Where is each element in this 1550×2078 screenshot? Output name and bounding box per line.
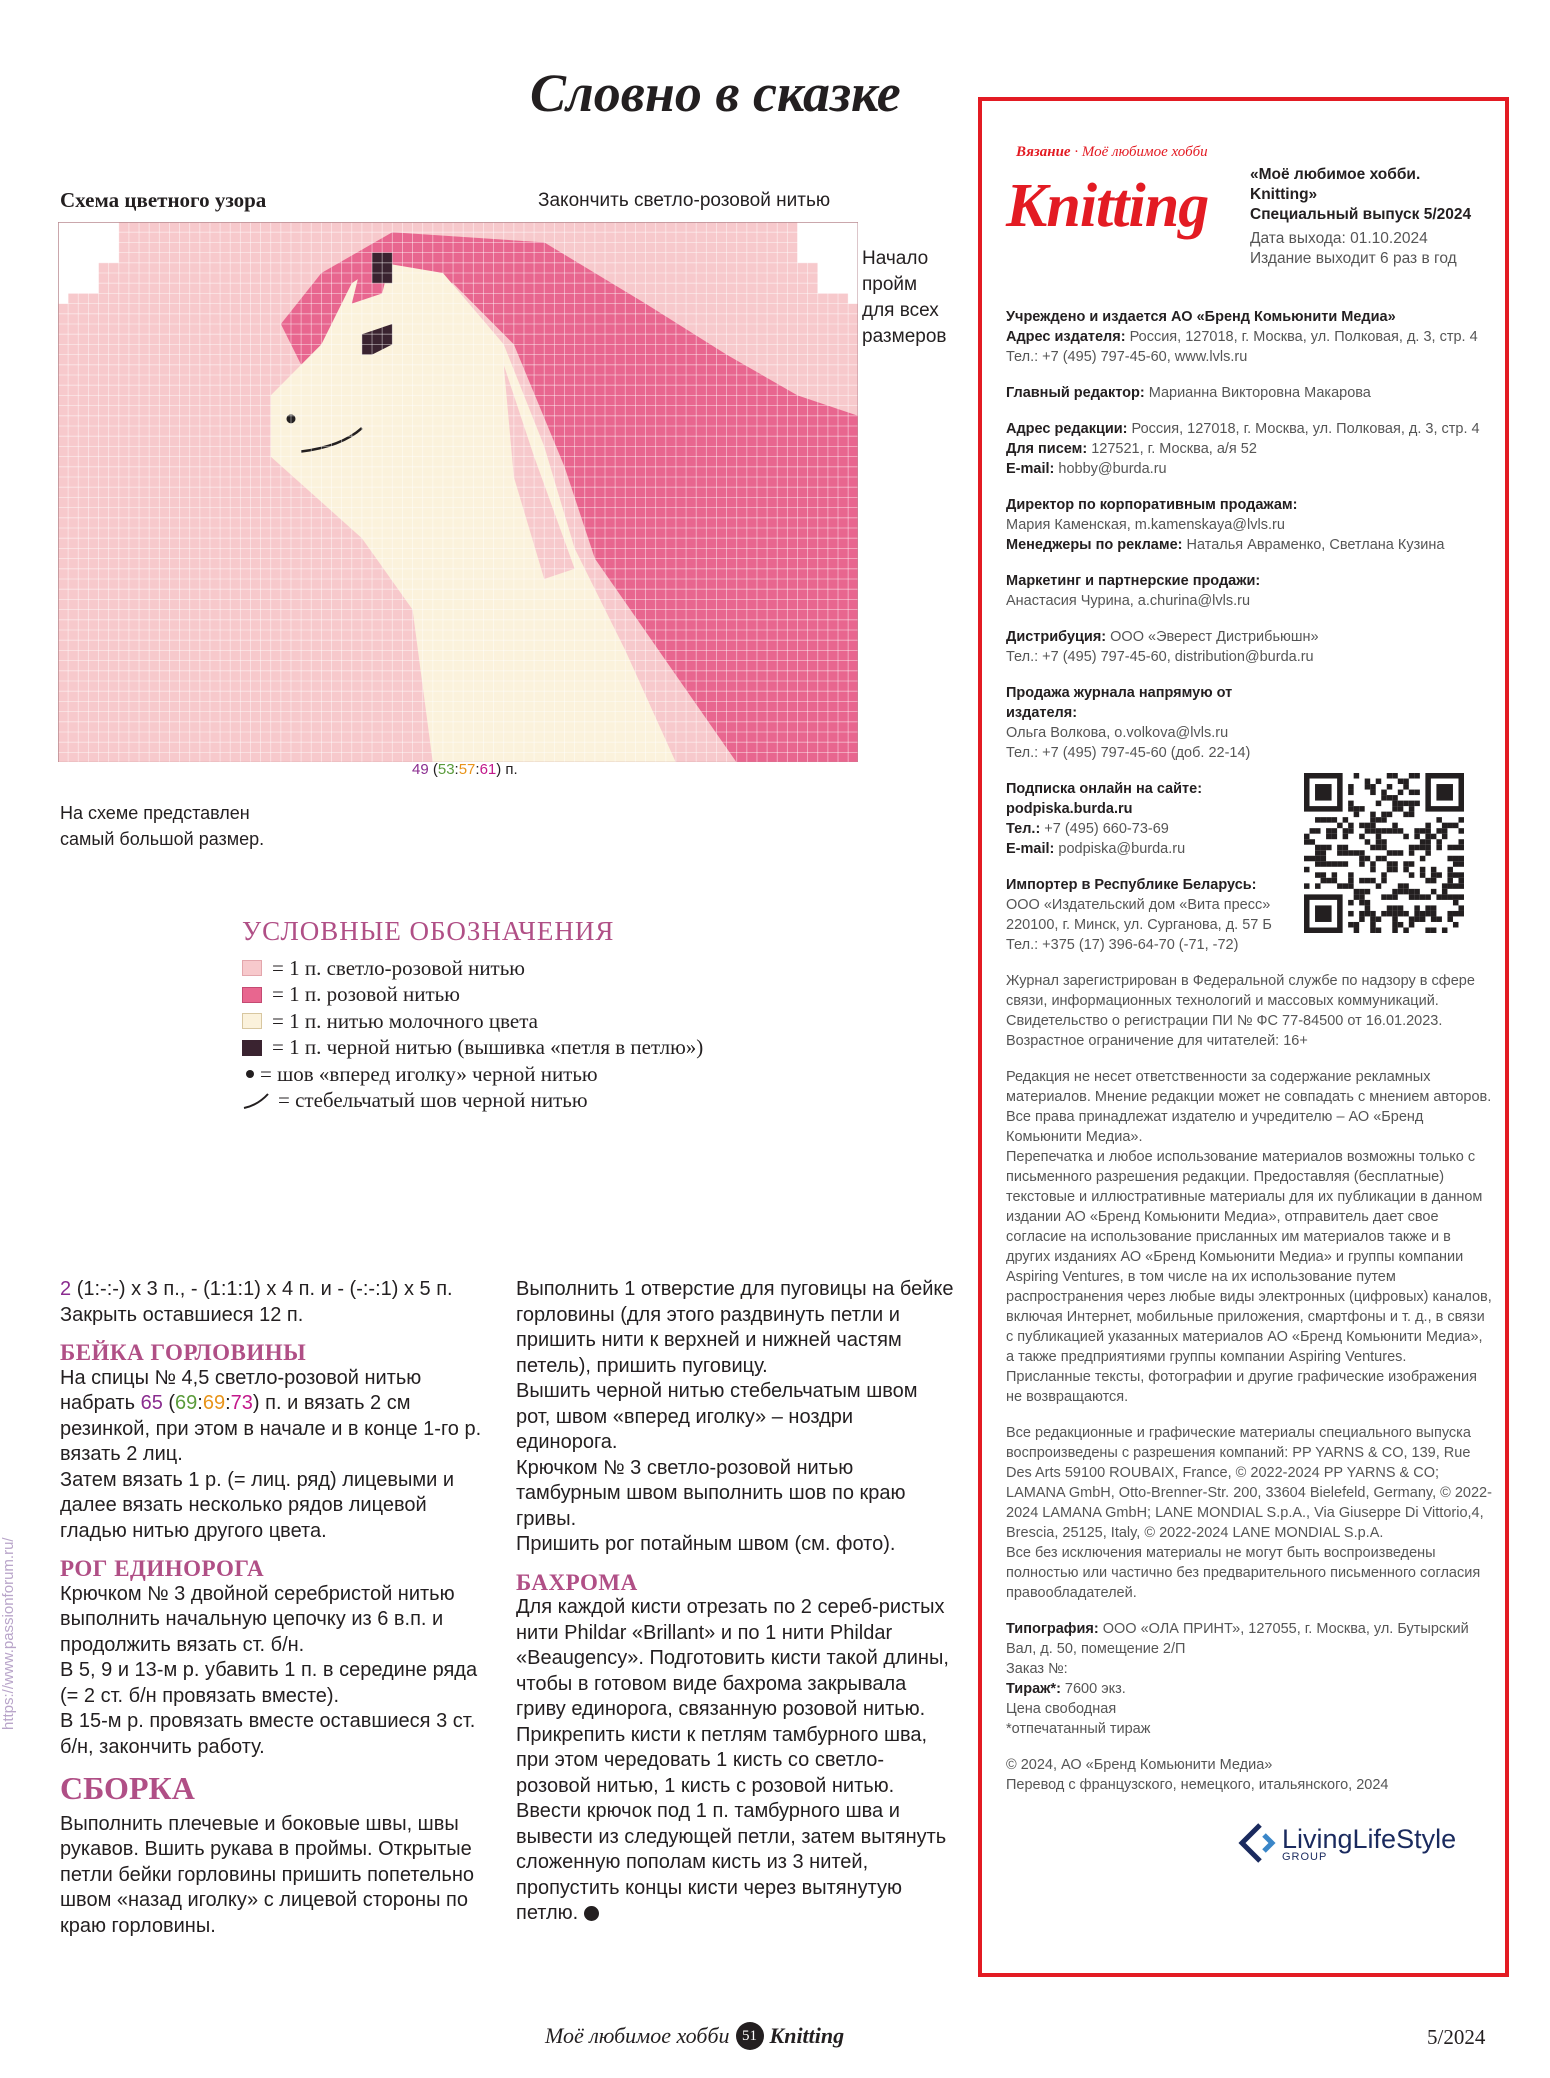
black-square-icon [242, 1040, 262, 1056]
imprint-box [978, 97, 1509, 1977]
intro-line: Закрыть оставшиеся 12 п. [60, 1303, 304, 1326]
imprint-line: Ольга Волкова, o.volkova@lvls.ru [1006, 725, 1229, 741]
count-size-4: 61 [479, 761, 497, 778]
neck-heading: БЕЙКА ГОРЛОВИНЫ [60, 1340, 307, 1365]
legend-text: = стебельчатый шов черной нитью [278, 1088, 588, 1113]
imprint-line: E-mail: hobby@burda.ru [1006, 461, 1167, 477]
imprint-line: Адрес издателя: Россия, 127018, г. Москва, ул. Полковая, д. 3, стр. 4 [1006, 329, 1478, 345]
fringe-heading: БАХРОМА [516, 1569, 638, 1595]
legend-item [242, 955, 703, 982]
imprint-line: Маркетинг и партнерские продажи: [1006, 573, 1261, 589]
imprint-line: Подписка онлайн на сайте: [1006, 781, 1203, 797]
start-note-line: размеров [862, 326, 947, 347]
legend-item [242, 1008, 703, 1035]
imprint-block [1006, 307, 1492, 367]
watermark: https://www.passionforum.ru/ [0, 1537, 17, 1730]
imprint-line: E-mail: podpiska@burda.ru [1006, 841, 1186, 857]
imprint-line: Продажа журнала напрямую от издателя: [1006, 685, 1233, 721]
legend [242, 955, 703, 1114]
imprint-line: Анастасия Чурина, a.churina@lvls.ru [1006, 593, 1251, 609]
count-size-2: 53 [437, 761, 455, 778]
imprint-line: © 2024, АО «Бренд Комьюнити Медиа» [1006, 1757, 1273, 1773]
size-note [60, 800, 264, 852]
imprint-line: Цена свободная [1006, 1701, 1117, 1717]
chart-label: Схема цветного узора [60, 188, 267, 212]
imprint-block [1006, 1067, 1492, 1407]
lls-logo-icon [1238, 1823, 1282, 1863]
start-note-line: Начало [862, 248, 929, 269]
end-mark-icon [584, 1906, 599, 1921]
imprint-line: Тел.: +7 (495) 797-45-60, www.lvls.ru [1006, 349, 1248, 365]
imprint-block [1006, 1619, 1492, 1739]
imprint-line: Возрастное ограничение для читателей: 16+ [1006, 1033, 1308, 1049]
horn-text: В 5, 9 и 13-м р. убавить 1 п. в середине ряда (= 2 ст. б/н провязать вместе). [60, 1659, 478, 1707]
imprint-block [1006, 383, 1492, 403]
light-pink-square-icon [242, 960, 262, 976]
imprint-line: Директор по корпоративным продажам: [1006, 497, 1298, 513]
imprint-line: Тел.: +7 (495) 797-45-60 (доб. 22-14) [1006, 745, 1251, 761]
count-size-3: 57 [458, 761, 476, 778]
assembly-text: Выполнить плечевые и боковые швы, швы рукавов. Вшить рукава в проймы. Открытые петли бейки горловины пришить попетельно швом «назад иголку» с лицевой стороны по краю горловины. [60, 1812, 474, 1937]
imprint-line: Импортер в Республике Беларусь: [1006, 877, 1257, 893]
imprint-line: Типография: ООО «ОЛА ПРИНТ», 127055, г. Москва, ул. Бутырский Вал, д. 50, помещение 2/П [1006, 1621, 1469, 1657]
page-title: Словно в сказке [530, 63, 901, 123]
pink-square-icon [242, 987, 262, 1003]
paragraph: Пришить рог потайным швом (см. фото). [516, 1533, 896, 1555]
legend-text: = 1 п. нитью молочного цвета [272, 1008, 538, 1033]
legend-item [242, 1035, 703, 1062]
imprint-line: Учреждено и издается АО «Бренд Комьюнити Медиа» [1006, 309, 1396, 325]
imprint-line: Журнал зарегистрирован в Федеральной службе по надзору в сфере связи, информационных технологий и массовых коммуникаций. Свидетельство о регистрации ПИ № ФС 77-84500 от 16.01.2023. [1006, 973, 1475, 1029]
fringe-text: Для каждой кисти отрезать по 2 сереб-ристых нити Phildar «Brillant» и по 1 нити Phildar «Beaugency». Подготовить кисти такой длины, чтобы в готовом виде бахрома закрывала гриву единорога, связанную розовой нитью. [516, 1596, 949, 1720]
legend-text: = шов «вперед иголку» черной нитью [260, 1061, 598, 1086]
legend-text: = 1 п. черной нитью (вышивка «петля в петлю») [272, 1035, 704, 1060]
imprint-line: 220100, г. Минск, ул. Сурганова, д. 57 Б [1006, 917, 1272, 933]
legend-item [242, 1088, 703, 1115]
dot-icon [246, 1070, 254, 1078]
color-pattern-chart [58, 222, 858, 762]
qr-code-icon[interactable] [1304, 773, 1464, 933]
curve-icon [242, 1091, 272, 1111]
fringe-text: Ввести крючок под 1 п. тамбурного шва и вывести из следующей петли, затем вытянуть сложенную пополам кисть из 3 нитей, пропустить концы кисти через вытянутую петлю. [516, 1800, 947, 1924]
start-note-line: пройм [862, 274, 918, 295]
imprint-line: podpiska.burda.ru [1006, 801, 1133, 817]
imprint-line: Тел.: +7 (495) 660-73-69 [1006, 821, 1169, 837]
page-footer: Моё любимое хобби 51 Knitting [545, 2023, 845, 2048]
size-note-line: На схеме представлен [60, 803, 250, 823]
imprint-line: Для писем: 127521, г. Москва, а/я 52 [1006, 441, 1257, 457]
imprint-line: Заказ №: [1006, 1661, 1068, 1677]
imprint-line: Главный редактор: Марианна Викторовна Макарова [1006, 385, 1371, 401]
imprint-line: Тираж*: 7600 экз. [1006, 1681, 1126, 1697]
logo-tagline: Вязание · Моё любимое хобби [1016, 144, 1208, 160]
imprint-block [1006, 1755, 1492, 1795]
imprint-line: Присланные тексты, фотографии и другие графические изображения не возвращаются. [1006, 1369, 1477, 1405]
legend-text: = 1 п. светло-розовой нитью [272, 955, 525, 980]
knitting-logo: Knitting [1006, 172, 1209, 240]
horn-text: Крючком № 3 двойной серебристой нитью выполнить начальную цепочку из 6 в.п. и продолжить вязать ст. б/н. [60, 1582, 455, 1656]
imprint-block [1006, 971, 1492, 1051]
intro-lead: 2 [60, 1278, 77, 1300]
instructions-column-2 [516, 1277, 956, 1927]
imprint-line: Адрес редакции: Россия, 127018, г. Москва, ул. Полковая, д. 3, стр. 4 [1006, 421, 1480, 437]
count-size-1: 49 [412, 761, 429, 778]
imprint-block [1006, 779, 1306, 859]
issue-number: 5/2024 [1427, 2025, 1486, 2049]
imprint-line: Редакция не несет ответственности за содержание рекламных материалов. Мнение редакции может не совпадать с мнением авторов. Все права принадлежат издателю и учредителю – АО «Бренд Комьюнити Медиа». [1006, 1069, 1492, 1145]
start-note-line: для всех [862, 300, 939, 321]
neck-text: Затем вязать 1 р. (= лиц. ряд) лицевыми и далее вязать несколько рядов лицевой гладью нитью другого цвета. [60, 1468, 455, 1542]
imprint-block [1006, 1423, 1492, 1603]
milk-square-icon [242, 1013, 262, 1029]
size-note-line: самый большой размер. [60, 829, 265, 849]
legend-item [242, 982, 703, 1009]
magazine-info: «Моё любимое хобби. Knitting» Специальный выпуск 5/2024 Дата выхода: 01.10.2024 Издание выходит 6 раз в год [1250, 166, 1472, 267]
livinglifestyle-logo: LivingLifeStyle GROUP [1238, 1823, 1456, 1863]
imprint-block [1006, 495, 1492, 555]
imprint-line: Все редакционные и графические материалы специального выпуска воспроизведены с разрешения компаний: PP YARNS & CO, 139, Rue Des Arts 59100 ROUBAIX, France, © 2022-2024 PP YARNS & CO; LAMANA GmbH, Otto-Brenner-Str. 200, 33604 Bielefeld, Germany, © 2022-2024 LAMANA GmbH; LANE MONDIAL S.p.A., Via Giuseppe Di Vittorio,4, Brescia, 25125, Italy, © 2022-2024 LANE MONDIAL S.p.A. [1006, 1425, 1492, 1541]
paragraph: Вышить черной нитью стебельчатым швом рот, швом «вперед иголку» – ноздри единорога. [516, 1380, 918, 1453]
horn-heading: РОГ ЕДИНОРОГА [60, 1556, 265, 1581]
stitch-count: 49 (53:57:61) п. [412, 761, 518, 778]
imprint-line: Перепечатка и любое использование материалов возможны только с письменного разрешения редакции. Предоставляя (бесплатные) текстовые и иллюстративные материалы для их публикации в данном издании АО «Бренд Комьюнити Медиа», отправитель дает свое согласие на использование присланных им материалов также и в других изданиях АО «Бренд Комьюнити Медиа» и группы компании Aspiring Ventures, в том числе на их использование путем распространения через любые виды электронных (цифровых) каналов, включая Интернет, мобильные приложения, смартфоны и т. д., в связи с публикацией указанных материалов АО «Бренд Комьюнити Медиа», а также предприятиями группы компании Aspiring Ventures. [1006, 1149, 1492, 1365]
legend-item [242, 1061, 703, 1088]
instructions-column-1 [60, 1277, 490, 1939]
neck-text: На спицы № 4,5 светло-розовой нитью набрать 65 (69:69:73) п. и вязать 2 см резинкой, при этом в начале и в конце 1-го р. вязать 2 лиц. [60, 1366, 482, 1465]
imprint-block [1006, 683, 1306, 763]
fringe-text: Прикрепить кисти к петлям тамбурного шва, при этом чередовать 1 кисть со светло-розовой нитью, 1 кисть с розовой нитью. [516, 1723, 928, 1797]
imprint-line: Менеджеры по рекламе: Наталья Авраменко, Светлана Кузина [1006, 537, 1445, 553]
legend-text: = 1 п. розовой нитью [272, 982, 460, 1007]
imprint-line: Тел.: +7 (495) 797-45-60, distribution@burda.ru [1006, 649, 1314, 665]
imprint-line: Все без исключения материалы не могут быть воспроизведены полностью или частично без предварительного письменного согласия правообладателей. [1006, 1545, 1481, 1601]
paragraph: Выполнить 1 отверстие для пуговицы на бейке горловины (для этого раздвинуть петли и пришить нити к верхней и нижней частям петель), пришить пуговицу. [516, 1278, 954, 1377]
imprint-line: Дистрибуция: ООО «Эверест Дистрибьюшн» [1006, 629, 1319, 645]
imprint-line: Перевод с французского, немецкого, итальянского, 2024 [1006, 1777, 1389, 1793]
imprint-line: ООО «Издательский дом «Вита пресс» [1006, 897, 1271, 913]
intro-line: (1:-:-) х 3 п., - (1:1:1) х 4 п. и - (-:-:1) х 5 п. [76, 1278, 453, 1300]
chart-start-note [862, 246, 962, 350]
chart-end-note: Закончить светло-розовой нитью [538, 190, 831, 211]
horn-text: В 15-м р. провязать вместе оставшиеся 3 ст. б/н, закончить работу. [60, 1710, 476, 1758]
imprint-block [1006, 627, 1492, 667]
paragraph: Крючком № 3 светло-розовой нитью тамбурным швом выполнить шов по краю гривы. [516, 1456, 906, 1530]
imprint-line: *отпечатанный тираж [1006, 1721, 1151, 1737]
imprint-block [1006, 419, 1492, 479]
legend-title: УСЛОВНЫЕ ОБОЗНАЧЕНИЯ [242, 916, 615, 946]
count-suffix: п. [501, 761, 518, 778]
imprint-line: Тел.: +375 (17) 396-64-70 (-71, -72) [1006, 937, 1239, 953]
imprint-block [1006, 571, 1492, 611]
imprint-text [1006, 307, 1492, 1811]
imprint-line: Мария Каменская, m.kamenskaya@lvls.ru [1006, 517, 1285, 533]
assembly-heading: СБОРКА [60, 1770, 195, 1806]
page-number: 51 [736, 2022, 764, 2050]
